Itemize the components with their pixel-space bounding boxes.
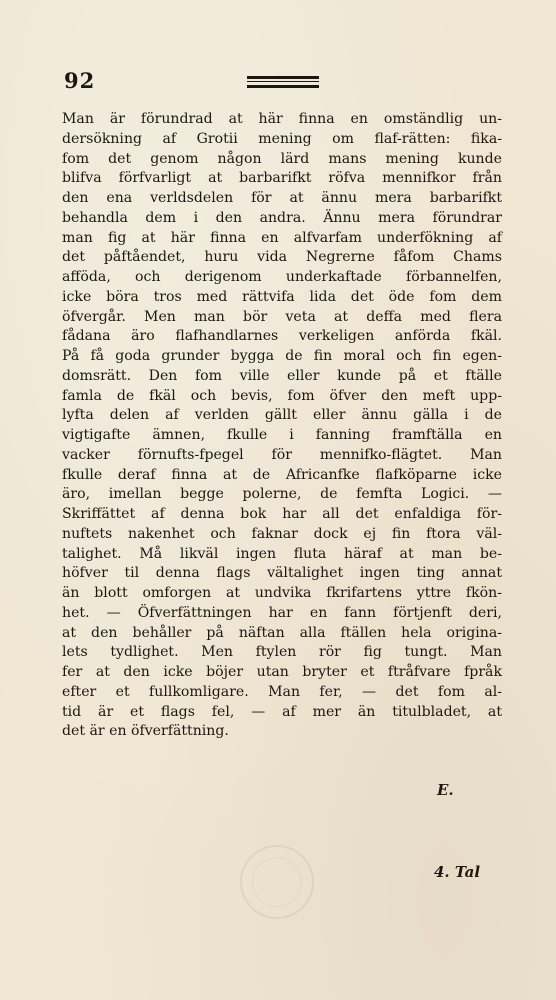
text-line: famla de fkäl och bevis, fom öfver den meft upp- (62, 387, 502, 404)
header-rule-ornament (247, 76, 319, 88)
text-line: behandla dem i den andra. Ännu mera förundrar (62, 209, 502, 226)
text-line: tid är et flags fel, — af mer än titulbladet, at (62, 703, 502, 720)
author-signature: E. (437, 781, 454, 799)
text-line: den ena verldsdelen för at ännu mera barbarifkt (62, 190, 502, 206)
body-text (62, 110, 502, 742)
text-line: vacker förnufts-fpegel för mennifko-flägtet. Man (62, 446, 502, 463)
text-line: fkulle deraf finna at de Africanfke flafköparne icke (62, 466, 502, 483)
text-line: lyfta delen af verlden gällt eller ännu gälla i de (62, 407, 502, 424)
text-line: än blott omforgen at undvika fkrifartens yttre fkön- (62, 585, 502, 601)
text-line: Man är förundrad at här finna en omständlig un- (62, 111, 502, 127)
text-line: det påftåendet, huru vida Negrerne fåfom Chams (62, 249, 502, 266)
text-line: lets tydlighet. Men ftylen rör fig tungt. Man (62, 644, 502, 661)
faded-library-stamp (240, 845, 314, 919)
text-line: talighet. Må likväl ingen fluta häraf at man be- (62, 545, 502, 562)
text-line: efter et fullkomligare. Man fer, — det fom al- (62, 683, 502, 700)
text-line: domsrätt. Den fom ville eller kunde på et ftälle (62, 367, 502, 384)
catchword: 4. Tal (434, 863, 481, 881)
text-line: öfvergår. Men man bör veta at deffa med flera (62, 308, 502, 325)
text-line: På få goda grunder bygga de fin moral och fin egen- (62, 348, 502, 364)
text-line: afföda, och derigenom underkaftade förbannelfen, (62, 269, 502, 285)
text-line: Skriffättet af denna bok har all det enfaldiga för- (62, 506, 502, 522)
text-line: man fig at här finna en alfvarfam underfökning af (62, 229, 502, 246)
text-line: fådana äro flafhandlarnes verkeligen anförda fkäl. (62, 328, 502, 345)
text-line: äro, imellan begge polerne, de femfta Logici. — (62, 486, 502, 503)
text-line: fom det genom någon lärd mans mening kunde (62, 150, 502, 167)
text-line: dersökning af Grotii mening om flaf-rätten: fika- (62, 130, 502, 147)
text-line-last: det är en öfverfättning. (62, 723, 229, 740)
text-line: höfver til denna flags vältalighet ingen ting annat (62, 565, 502, 582)
text-line: fer at den icke böjer utan bryter et ftråfvare fpråk (62, 664, 502, 680)
text-line: at den behåller på näftan alla ftällen hela origina- (62, 624, 502, 641)
text-line: het. — Öfverfättningen har en fann förtjenft deri, (62, 604, 502, 621)
text-line: blifva förfvarligt at barbarifkt röfva mennifkor från (62, 170, 502, 187)
text-line: vigtigafte ämnen, fkulle i fanning framftälla en (62, 427, 502, 443)
text-line: nuftets nakenhet och faknar dock ej fin ftora väl- (62, 525, 502, 542)
page-number: 92 (64, 68, 96, 93)
text-line: icke böra tros med rättvifa lida det öde fom dem (62, 288, 502, 305)
